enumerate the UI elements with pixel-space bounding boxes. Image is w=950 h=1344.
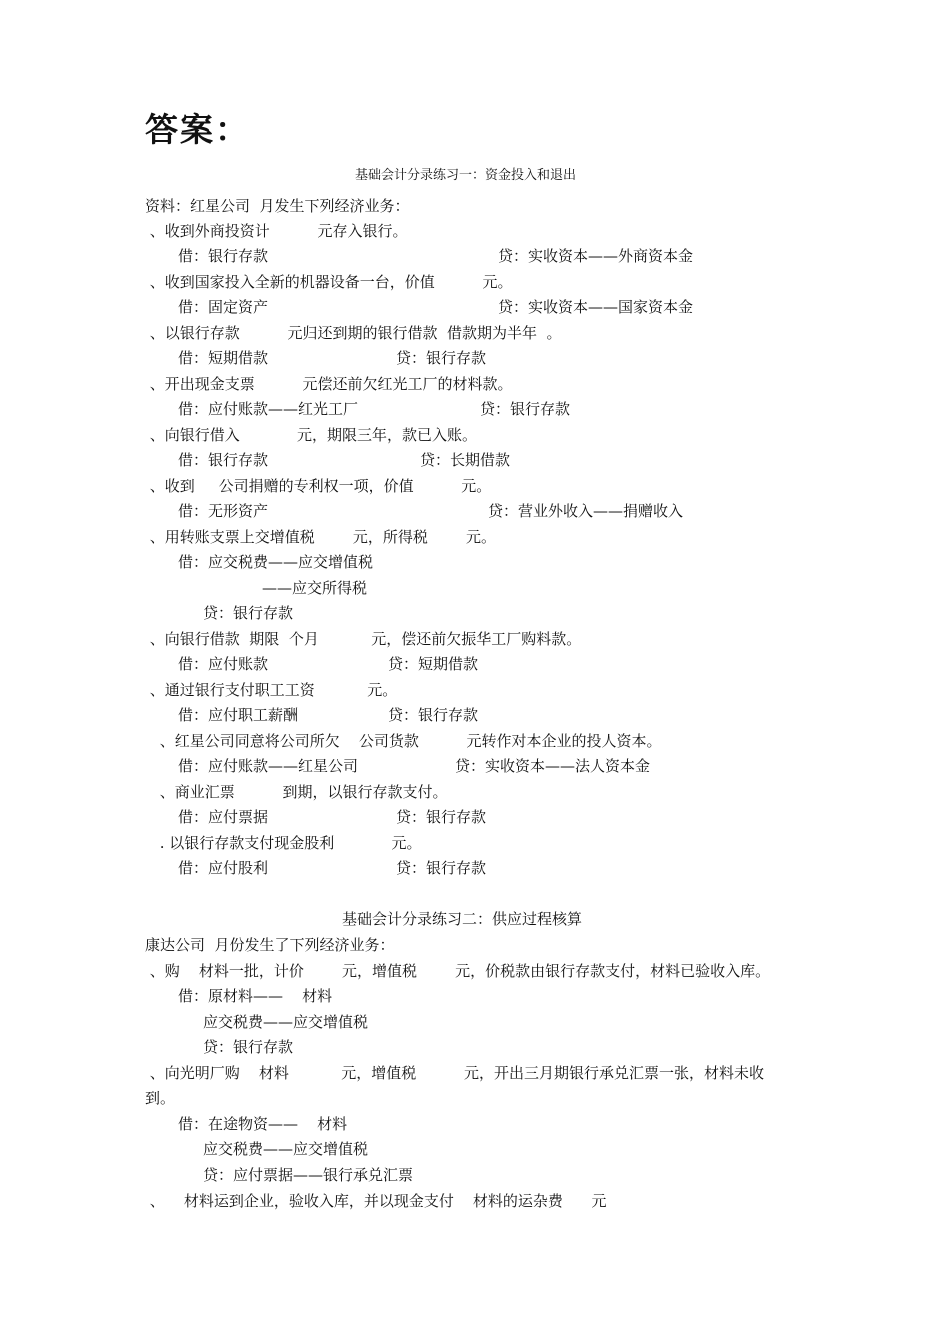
debit-entry: 借：银行存款 xyxy=(178,247,269,265)
credit-entry: 贷：银行存款 xyxy=(388,706,479,724)
debit-entry: 借：应付票据 xyxy=(178,808,269,826)
debit-entry: 借：固定资产 xyxy=(178,298,269,316)
transaction-line-continued: 到。 xyxy=(145,1089,176,1107)
debit-entry: 借：原材料—— 材料 xyxy=(178,987,333,1005)
transaction-line: 、通过银行支付职工工资 元。 xyxy=(145,681,398,699)
transaction-line: 、开出现金支票 元偿还前欠红光工厂的材料款。 xyxy=(145,375,513,393)
credit-entry: 贷：实收资本——国家资本金 xyxy=(498,298,694,316)
section-title: 基础会计分录练习一：资金投入和退出 xyxy=(355,168,577,183)
debit-entry: 应交税费——应交增值税 xyxy=(203,1013,369,1031)
credit-entry: 贷：应付票据——银行承兑汇票 xyxy=(203,1166,414,1184)
transaction-line: 、以银行存款 元归还到期的银行借款 借款期为半年 。 xyxy=(145,324,562,342)
debit-entry: 借：银行存款 xyxy=(178,451,269,469)
transaction-line: 、向银行借款 期限 个月 元，偿还前欠振华工厂购料款。 xyxy=(145,630,582,648)
transaction-line: 、购 材料一批，计价 元，增值税 元，价税款由银行存款支付，材料已验收入库。 xyxy=(145,962,771,980)
debit-entry: 借：无形资产 xyxy=(178,502,269,520)
transaction-line: 、向光明厂购 材料 元，增值税 元，开出三月期银行承兑汇票一张，材料未收 xyxy=(145,1064,764,1082)
credit-entry: 贷：实收资本——外商资本金 xyxy=(498,247,694,265)
credit-entry: 贷：短期借款 xyxy=(388,655,479,673)
credit-entry: 贷：银行存款 xyxy=(396,859,487,877)
debit-entry: ——应交所得税 xyxy=(262,579,368,597)
credit-entry: 贷：银行存款 xyxy=(480,400,571,418)
transaction-line: . 以银行存款支付现金股利 元。 xyxy=(155,834,422,852)
credit-entry: 贷：银行存款 xyxy=(203,1038,294,1056)
page-title: 答案： xyxy=(145,110,250,149)
debit-entry: 借：应付股利 xyxy=(178,859,269,877)
transaction-line: 、收到国家投入全新的机器设备一台，价值 元。 xyxy=(145,273,513,291)
debit-entry: 借：应付账款 xyxy=(178,655,269,673)
credit-entry: 贷：营业外收入——捐赠收入 xyxy=(488,502,684,520)
intro-line: 康达公司 月份发生了下列经济业务： xyxy=(145,936,395,954)
debit-entry: 借：在途物资—— 材料 xyxy=(178,1115,348,1133)
debit-entry: 借：应付账款——红光工厂 xyxy=(178,400,359,418)
intro-line: 资料：红星公司 月发生下列经济业务： xyxy=(145,197,410,215)
credit-entry: 贷：实收资本——法人资本金 xyxy=(455,757,651,775)
debit-entry: 借：应付账款——红星公司 xyxy=(178,757,359,775)
section-title: 基础会计分录练习二：供应过程核算 xyxy=(342,910,583,928)
credit-entry: 贷：银行存款 xyxy=(203,604,294,622)
debit-entry: 借：短期借款 xyxy=(178,349,269,367)
debit-entry: 应交税费——应交增值税 xyxy=(203,1140,369,1158)
transaction-line: 、向银行借入 元，期限三年，款已入账。 xyxy=(145,426,477,444)
debit-entry: 借：应付职工薪酬 xyxy=(178,706,299,724)
credit-entry: 贷：银行存款 xyxy=(396,808,487,826)
debit-entry: 借：应交税费——应交增值税 xyxy=(178,553,374,571)
transaction-line: 、用转账支票上交增值税 元，所得税 元。 xyxy=(145,528,497,546)
transaction-line: 、 材料运到企业，验收入库，并以现金支付 材料的运杂费 元 xyxy=(145,1192,607,1210)
transaction-line: 、商业汇票 到期，以银行存款支付。 xyxy=(155,783,448,801)
transaction-line: 、收到 公司捐赠的专利权一项，价值 元。 xyxy=(145,477,492,495)
transaction-line: 、红星公司同意将公司所欠 公司货款 元转作对本企业的投人资本。 xyxy=(155,732,662,750)
credit-entry: 贷：长期借款 xyxy=(420,451,511,469)
credit-entry: 贷：银行存款 xyxy=(396,349,487,367)
transaction-line: 、收到外商投资计 元存入银行。 xyxy=(145,222,408,240)
